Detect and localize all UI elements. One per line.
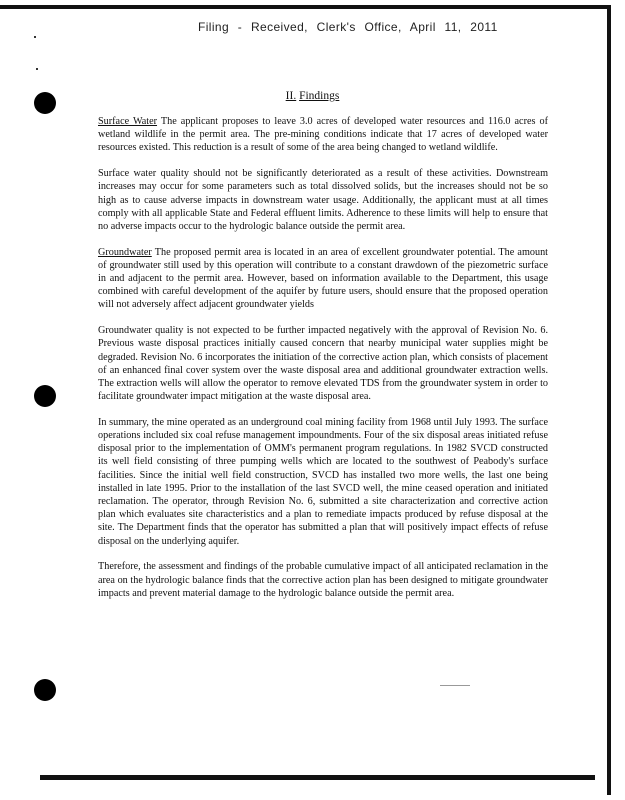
- summary-text: In summary, the mine operated as an underground coal mining facility from 1968 until July 1993. The surface operations included six coal refuse management impoundments. Four of the six disposal areas initiated refuse disposal prior to the implementation of OMM's permanent program regulations. In 1982 SVCD constructed its well field consisting of three pumping wells which are located to the southwest of Peabody's surface facilities. Since the initial well field construction, SVCD has installed two more wells, the last one being installed in late 1995. Prior to the installation of the last SVCD well, the mine ceased operation and initiated reclamation. The operator, through Revision No. 6, submitted a site characterization and corrective action plan which evaluates site characteristics and a plan to remediate impacts produced by refuse disposal at the site. The Department finds that the operator has submitted a plan that will positively impact effects of refuse disposal on the underlying aquifer.: [98, 416, 548, 547]
- section-heading: [0, 90, 625, 102]
- section-number: II.: [285, 90, 297, 102]
- paragraph-conclusion: [98, 560, 548, 600]
- paragraph-groundwater-quality: [98, 324, 548, 403]
- paragraph-groundwater: [98, 246, 548, 312]
- scan-speck: [36, 68, 38, 70]
- paragraph-surface-water-quality: [98, 167, 548, 233]
- groundwater-quality-text: Groundwater quality is not expected to be further impacted negatively with the approval of Revision No. 6. Previous waste disposal practices initially caused concern that nearby municipal water supplies might be degraded. Revision No. 6 incorporates the initiation of the corrective action plan, which consists of placement of an enhanced final cover system over the waste disposal area and additional groundwater extraction wells. The extraction wells will allow the operator to remove elevated TDS from the groundwater system in order to facilitate groundwater impact mitigation at the waste disposal area.: [98, 325, 548, 403]
- scan-border-top: [0, 5, 610, 9]
- groundwater-text: The proposed permit area is located in an area of excellent groundwater potential. The amount of groundwater still used by this operation will contribute to a constant drawdown of the piezometric surface in and adjacent to the permit area. However, based on information available to the Department, this usage combined with careful development of the aquifer by future users, should ensure that the proposed operation will not adversely affect adjacent groundwater yields: [98, 246, 548, 311]
- surface-water-quality-text: Surface water quality should not be significantly deteriorated as a result of these activities. Downstream increases may occur for some parameters such as total dissolved solids, but the increases should not be so high as to cause adverse impacts in downstream water usage. Additionally, the applicant must at all times comply with all applicable State and Federal effluent limits. Adherence to these limits will help to ensure that no adverse impacts occur to the hydrologic balance outside the permit area.: [98, 168, 548, 232]
- findings-body: [98, 115, 548, 613]
- scan-speck: [34, 36, 36, 38]
- surface-water-heading: Surface Water: [98, 116, 158, 127]
- surface-water-text: The applicant proposes to leave 3.0 acres of developed water resources and 116.0 acres of wetland wildlife in the permit area. The pre-mining conditions indicate that 17 acres of developed water resources existed. This reduction is a result of some of the area being changed to wetland wildlife.: [98, 116, 548, 154]
- section-title: Findings: [299, 90, 340, 102]
- conclusion-text: Therefore, the assessment and findings of the probable cumulative impact of all anticipated reclamation in the area on the hydrologic balance finds that the corrective action plan has been designed to mitigate groundwater impacts and prevent material damage to the hydrologic balance outside the permit area.: [98, 561, 548, 599]
- punch-hole-bottom: [34, 679, 56, 701]
- scan-border-bottom: [40, 775, 595, 780]
- groundwater-heading: Groundwater: [98, 246, 152, 258]
- paragraph-surface-water: [98, 115, 548, 155]
- scan-border-right: [607, 5, 611, 795]
- paragraph-summary: [98, 416, 548, 548]
- filing-stamp: Filing - Received, Clerk's Office, April 11, 2011: [198, 20, 498, 34]
- scan-speck: [440, 685, 470, 686]
- punch-hole-middle: [34, 385, 56, 407]
